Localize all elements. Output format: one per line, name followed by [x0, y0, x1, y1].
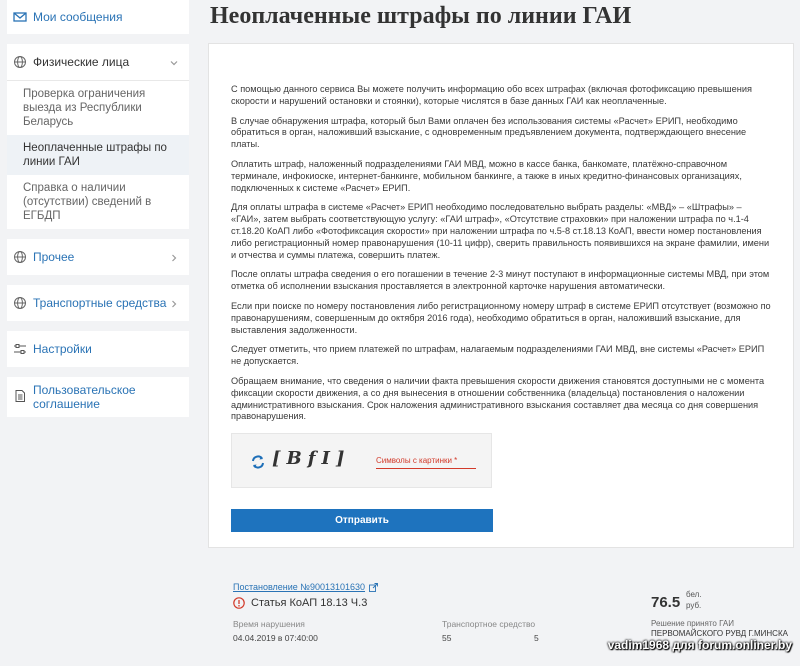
violation-time-label: Время нарушения	[233, 619, 305, 629]
chevron-down-icon	[169, 57, 179, 67]
nav-agreement[interactable]	[7, 377, 189, 417]
page-title: Неоплаченные штрафы по линии ГАИ	[210, 3, 632, 29]
nav-individuals-card	[7, 44, 189, 229]
currency-line-2: руб.	[686, 601, 702, 610]
chevron-right-icon	[169, 252, 179, 262]
watermark: vadim1968 для forum.onliner.by	[607, 638, 792, 652]
submit-button[interactable]: Отправить	[231, 509, 493, 532]
globe-icon	[13, 250, 27, 264]
sliders-icon	[13, 342, 27, 356]
decision-org: ПЕРВОМАЙСКОГО РУВД Г.МИНСКА	[651, 629, 788, 638]
captcha-image: [BfI]	[272, 448, 351, 469]
nav-agreement-label: Пользовательское соглашение	[33, 383, 136, 411]
info-paragraph: Для оплаты штрафа в системе «Расчет» ЕРИП необходимо последовательно выбрать разделы: «МВД» – «Штрафы» – «ГАИ», затем выбрать соответствующую услугу: «ГАИ штраф», «Отсутствие страховки» при наложении штрафа по ч.1-4 ст.18.20 КоАП либо «Фотофиксация скорости» при наложении штрафа по ч.5-8 ст.18.13 КоАП, ввести номер постановления либо регистрационный номер правонарушения (10-11 цифр), сверить правильность появившихся на экране фамилии, имени и отчества и суммы платежа, совершить платеж.	[231, 202, 770, 260]
currency-line-1: бел.	[686, 590, 702, 599]
vehicle-value: 55	[442, 633, 452, 643]
nav-individuals-label: Физические лица	[33, 55, 130, 69]
refresh-icon[interactable]	[250, 454, 266, 470]
fines-form-panel	[208, 43, 794, 548]
info-paragraph: С помощью данного сервиса Вы можете получить информацию обо всех штрафах (включая фотофиксацию превышения скорости и нарушений остановки и стоянки), которые числятся в базе данных ГАИ как неоплаченные.	[231, 84, 752, 106]
nav-transport[interactable]	[7, 285, 189, 321]
nav-agreement-card	[7, 377, 189, 417]
nav-settings-card	[7, 331, 189, 367]
fine-article	[233, 597, 367, 609]
info-paragraph: Следует отметить, что прием платежей по штрафам, налагаемым подразделениями ГАИ МВД, вне системы «Расчет» ЕРИП не допускается.	[231, 344, 765, 367]
info-text	[231, 84, 772, 431]
sidebar-item-unpaid-fines[interactable]: Неоплаченные штрафы по линии ГАИ	[7, 135, 189, 175]
chevron-right-icon	[169, 298, 179, 308]
globe-icon	[13, 296, 27, 310]
info-paragraph: В случае обнаружения штрафа, который был Вами оплачен без использования системы «Расчет» ЕРИП, необходимо обратиться в орган, наложивший взыскание, с одновременным предъявлением документа, подтверждающего внесение платы.	[231, 115, 747, 150]
captcha-input[interactable]: Символы с картинки *	[376, 456, 476, 469]
warning-icon	[233, 597, 245, 609]
nav-settings-label: Настройки	[33, 342, 92, 356]
envelope-icon	[13, 10, 27, 24]
nav-other[interactable]	[7, 239, 189, 275]
fine-article-label: Статья КоАП 18.13 Ч.3	[251, 597, 368, 609]
external-link-icon	[369, 583, 378, 592]
sidebar-item-exit-restriction[interactable]: Проверка ограничения выезда из Республики Беларусь	[23, 88, 146, 128]
sidebar-item-egbdp-certificate[interactable]: Справка о наличии (отсутствии) сведений в ЕГБДП	[23, 182, 152, 222]
nav-transport-label: Транспортные средства	[33, 296, 167, 310]
decision-info	[651, 619, 791, 639]
info-paragraph: Оплатить штраф, наложенный подразделениями ГАИ МВД, можно в кассе банка, банкомате, платёжно-справочном терминале, инфокиоске, интернет-банкинге, мобильном банкинге, а также в иных кредитно-финансовых организациях, подключенных к системе «Расчет» ЕРИП.	[231, 158, 742, 193]
nav-individuals-submenu	[7, 80, 189, 229]
captcha-box	[231, 433, 492, 488]
currency	[686, 589, 702, 611]
vehicle-value-suffix: 5	[534, 633, 539, 643]
resolution-link-label: Постановление №90013101630	[233, 582, 366, 592]
resolution-link[interactable]	[233, 582, 378, 592]
vehicle-label: Транспортное средство	[442, 619, 536, 629]
decision-label: Решение принято ГАИ	[651, 619, 734, 628]
nav-settings[interactable]	[7, 331, 189, 367]
fine-amount: 76.5	[651, 594, 681, 611]
nav-messages[interactable]	[7, 0, 189, 34]
sidebar	[7, 0, 189, 427]
nav-messages-card	[7, 0, 189, 34]
nav-transport-card	[7, 285, 189, 321]
globe-icon	[13, 55, 27, 69]
nav-other-card	[7, 239, 189, 275]
violation-time-value: 04.04.2019 в 07:40:00	[233, 633, 318, 643]
info-paragraph: Обращаем внимание, что сведения о наличии факта превышения скорости движения становятся доступными не с момента фиксации скорости движения, а со дня вынесения в отношении собственника (владельца) постановления о наложении административного взыскания. Срок наложения административного взыскания составляет два месяца со дня совершения правонарушения.	[231, 375, 765, 422]
info-paragraph: После оплаты штрафа сведения о его погашении в течение 2-3 минут поступают в информационные системы МВД, при этом отметка об исполнении взыскания проставляется в электронной карточке нарушения автоматически.	[231, 269, 770, 292]
info-paragraph: Если при поиске по номеру постановления либо регистрационному номеру штраф в системе ЕРИП отсутствует (возможно по правонарушениям, совершенным до октября 2016 года), необходимо обратиться в орган, наложивший взыскание, для выставления задолженности.	[231, 300, 771, 335]
nav-individuals[interactable]	[7, 44, 189, 80]
nav-other-label: Прочее	[33, 250, 75, 264]
document-icon	[13, 389, 27, 403]
nav-messages-label: Мои сообщения	[33, 10, 123, 24]
